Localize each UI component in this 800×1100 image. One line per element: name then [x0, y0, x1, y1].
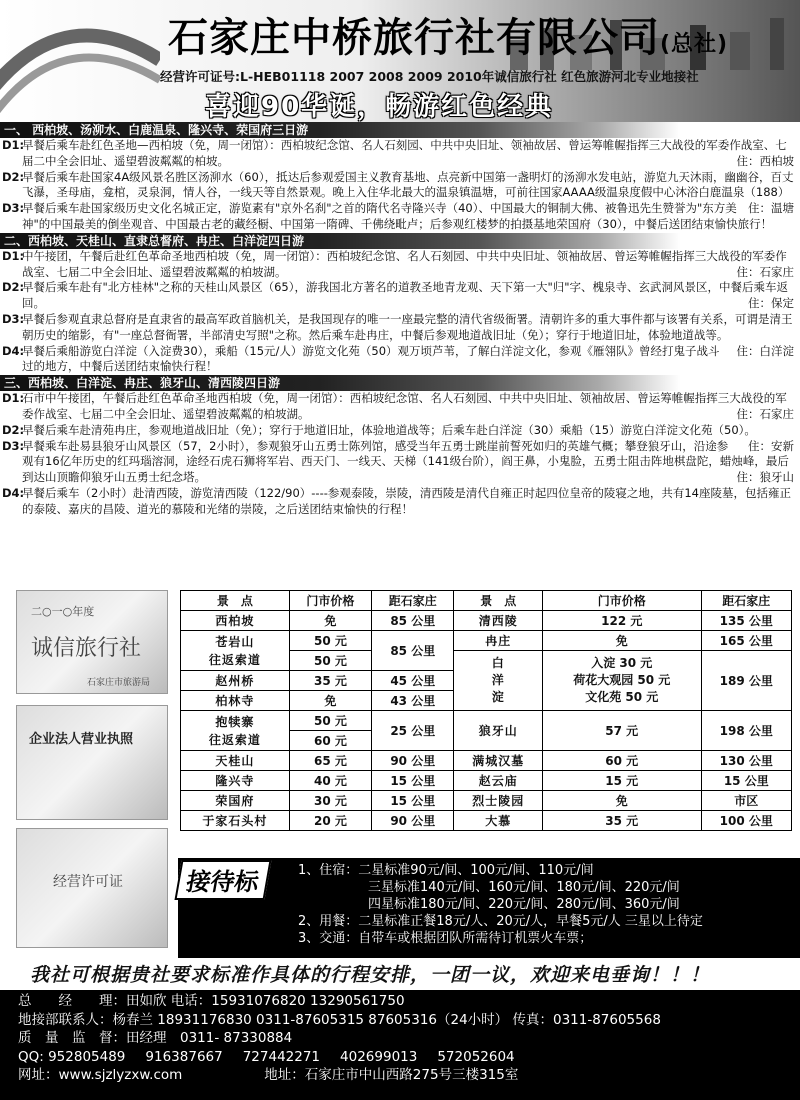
- table-cell: 15 元: [542, 771, 701, 791]
- table-cell: 15 公里: [372, 791, 454, 811]
- table-row: [181, 751, 792, 771]
- route-block: [0, 233, 800, 375]
- col-header: 门市价格: [289, 591, 371, 611]
- day-text: 早餐后乘车赴国家级历史文化名城正定，游览素有"京外名刹"之首的隋代名寺隆兴寺（40）、中国最大的铜制大佛、被鲁迅先生赞誉为"东方美神"的中国最美的倒坐观音、中国最古老的藏经橱、中国第一隋碑、千佛绕毗卢；后参观红楼梦的拍摄基地荣国府（30），中餐后送团结束愉快旅行！: [22, 201, 773, 231]
- day-label: D1:: [2, 248, 25, 263]
- table-cell: 135 公里: [701, 611, 791, 631]
- business-license-image: [16, 705, 168, 820]
- table-header-row: [181, 591, 792, 611]
- route-day: [0, 249, 800, 281]
- day-label: D1:: [2, 138, 25, 152]
- route-title: 一、 西柏坡、汤泖水、白鹿温泉、隆兴寺、荣国府三日游: [0, 122, 800, 138]
- day-text: 早餐后乘车（2小时）赴清西陵，游览清西陵（122/90）----参观泰陵，崇陵，清西陵是清代自雍正时起四位皇帝的陵寝之地，共有14座陵墓，包括雍正的泰陵、嘉庆的昌陵、道光的慕陵和光绪的崇陵，之后送团结束愉快的行程！: [22, 485, 791, 516]
- table-row: [181, 611, 792, 631]
- table-cell: 免: [542, 631, 701, 651]
- table-cell: 15 公里: [372, 771, 454, 791]
- table-cell: 15 公里: [701, 771, 791, 791]
- table-cell: 市区: [701, 791, 791, 811]
- header-banner: [0, 0, 800, 122]
- day-stay: 住：安新: [748, 438, 794, 453]
- quality-line: 质 量 监 督：田经理 0311- 87330884: [18, 1030, 293, 1046]
- table-cell: 85 公里: [372, 631, 454, 671]
- day-stay: 住：保定: [748, 296, 794, 311]
- route-block: [0, 375, 800, 517]
- table-cell: 65 元: [289, 751, 371, 771]
- day-text: 早餐后乘车赴红色圣地—西柏坡（免，周一闭馆）：西柏坡纪念馆、名人石刻园、中共中央旧址、领袖故居、曾运筹帷幄指挥三大战役的军委作战室、七届二中全会旧址、遥望碧波粼粼的柏坡。: [22, 138, 787, 168]
- table-cell: 35 元: [542, 811, 701, 831]
- day-text: 早餐后乘船游览白洋淀（入淀费30），乘船（15元/人）游览文化苑（50）观万顷芦苇，了解白洋淀文化，参观《雁翎队》曾经打鬼子战斗过的地方，中餐后送团结束愉快行程！: [22, 343, 720, 374]
- qq-number: 916387667: [145, 1048, 223, 1065]
- license-title: 企业法人营业执照: [29, 732, 134, 747]
- permit-title: 经营许可证: [53, 874, 123, 890]
- day-label: D2:: [2, 280, 25, 295]
- operating-permit-image: [16, 828, 168, 948]
- standards-line: 三星标准140元/间、160元/间、180元/间、220元/间: [368, 880, 680, 895]
- day-stay: 住：西柏坡: [736, 153, 794, 168]
- col-header: 门市价格: [542, 591, 701, 611]
- table-cell: 赵云庙: [454, 771, 543, 791]
- table-row: [181, 771, 792, 791]
- routes-section: [0, 122, 800, 518]
- table-cell: 西柏坡: [181, 611, 290, 631]
- table-cell: 130 公里: [701, 751, 791, 771]
- day-label: D3:: [2, 201, 25, 216]
- route-day: [0, 280, 800, 312]
- day-text: 早餐后乘车赴国家4A级风景名胜区汤泖水（60），抵达后参观爱国主义教育基地、点亮新中国第一盏明灯的汤泖水发电站，游览九天沐雨，幽幽谷，百丈飞瀑，圣母庙，龛棺，灵泉洞，情人谷，一线天等自然景观。晚上入住华北最大的温泉镇温塘，可前往国家AAAA级温泉度假中心沐浴白鹿温泉（188）: [22, 169, 794, 200]
- table-cell: 天桂山: [181, 751, 290, 771]
- table-cell: 20 元: [289, 811, 371, 831]
- contact-line: 地接部联系人：杨春兰 18931176830 0311-87605315 87605316（24小时） 传真：0311-87605568: [18, 1011, 661, 1028]
- table-cell: 90 公里: [372, 751, 454, 771]
- company-name: [168, 6, 728, 63]
- cert-issuer: 石家庄市旅游局: [87, 678, 151, 688]
- table-cell: 狼牙山: [454, 711, 543, 751]
- table-cell: 抱犊寨 往返索道: [181, 711, 290, 751]
- table-cell: 50 元: [289, 651, 371, 671]
- table-cell: 50 元: [289, 711, 371, 731]
- qq-number: QQ: 952805489: [18, 1048, 126, 1065]
- table-cell: 60 元: [542, 751, 701, 771]
- table-cell: 60 元: [289, 731, 371, 751]
- standards-line: 1、住宿：二星标准90元/间、100元/间、110元/间: [298, 863, 594, 878]
- table-cell: 165 公里: [701, 631, 791, 651]
- table-cell: 90 公里: [372, 811, 454, 831]
- table-row: [181, 631, 792, 651]
- day-stay: 住：温塘: [748, 201, 794, 216]
- day-stay: 住：石家庄: [736, 264, 794, 279]
- col-header: 距石家庄: [701, 591, 791, 611]
- table-cell: 25 公里: [372, 711, 454, 751]
- qq-number: 572052604: [437, 1048, 515, 1065]
- day-label: D3:: [2, 311, 25, 326]
- credit-certificate-image: [16, 590, 168, 694]
- call-to-action: 我社可根据贵社要求标准作具体的行程安排，一团一议，欢迎来电垂询！！！: [30, 964, 711, 986]
- standards-badge: 接待标准: [174, 860, 271, 900]
- table-cell: 30 元: [289, 791, 371, 811]
- table-row: [181, 711, 792, 731]
- col-header: 景 点: [454, 591, 543, 611]
- slogan: 喜迎90华诞，畅游红色经典: [205, 92, 554, 122]
- table-cell: 满城汉墓: [454, 751, 543, 771]
- table-cell: 冉庄: [454, 631, 543, 651]
- day-text: 早餐后参观直隶总督府是直隶省的最高军政首脑机关，是我国现存的唯一一座最完整的清代省级衙署。清朝许多的重大事件都与该署有关系，可谓是清王朝历史的缩影，有"一座总督衙署，半部清史写照"之称。然后乘车赴冉庄，中餐后参观地道战旧址（免）；穿行于地道旧址，体验地道战等。: [22, 311, 793, 342]
- standards-line: 2、用餐：二星标准正餐18元/人、20元/人，早餐5元/人 三星以上待定: [298, 914, 703, 929]
- day-stay: 住：石家庄: [736, 406, 794, 421]
- table-cell: 赵州桥: [181, 671, 290, 691]
- day-label: D2:: [2, 422, 25, 437]
- table-cell: 35 元: [289, 671, 371, 691]
- table-cell: 白 洋 淀: [454, 651, 543, 711]
- cert-year: 二○一○年度: [31, 605, 95, 618]
- qq-number: 727442271: [242, 1048, 321, 1065]
- col-header: 距石家庄: [372, 591, 454, 611]
- address: 地址：石家庄市中山西路275号三楼315室: [264, 1067, 519, 1083]
- table-cell: 40 元: [289, 771, 371, 791]
- day-text: 早餐后乘车赴清苑冉庄，参观地道战旧址（免）；穿行于地道旧址，体验地道战等；后乘车赴白洋淀（30）乘船（15）游览白洋淀文化苑（50）。: [22, 422, 756, 437]
- table-cell: 入淀 30 元 荷花大观园 50 元 文化苑 50 元: [542, 651, 701, 711]
- table-cell: 苍岩山 往返索道: [181, 631, 290, 671]
- day-text: 中午接团，午餐后赴红色革命圣地西柏坡（免，周一闭馆）：西柏坡纪念馆、名人石刻园、中共中央旧址、领袖故居、曾运筹帷幄指挥三大战役的军委作战室、七届二中全会旧址、遥望碧波粼粼的柏坡湖。: [22, 248, 787, 279]
- route-block: [0, 122, 800, 233]
- day-label: D2:: [2, 169, 25, 184]
- route-day: [0, 138, 800, 170]
- table-row: [181, 791, 792, 811]
- license-line: 经营许可证号:L-HEB01118 2007 2008 2009 2010年诚信旅行社 红色旅游河北专业地接社: [160, 69, 699, 84]
- table-cell: 198 公里: [701, 711, 791, 751]
- table-cell: 189 公里: [701, 651, 791, 711]
- table-cell: 烈士陵园: [454, 791, 543, 811]
- route-day: [0, 486, 800, 518]
- standards-line: 四星标准180元/间、220元/间、280元/间、360元/间: [368, 897, 680, 912]
- route-day: [0, 201, 800, 233]
- route-title: 二、西柏坡、天桂山、直隶总督府、冉庄、白洋淀四日游: [0, 233, 800, 249]
- contact-footer: [0, 990, 800, 1100]
- manager-line: 总 经 理：田如欣 电话：15931076820 13290561750: [18, 993, 405, 1009]
- day-stay: 住：狼牙山: [736, 470, 794, 485]
- day-label: D4:: [2, 485, 25, 500]
- col-header: 景 点: [181, 591, 290, 611]
- table-cell: 隆兴寺: [181, 771, 290, 791]
- day-label: D3:: [2, 438, 25, 453]
- table-row: [181, 811, 792, 831]
- website-link[interactable]: 网址：www.sjzlyzxw.com: [18, 1067, 183, 1083]
- table-cell: 85 公里: [372, 611, 454, 631]
- day-text: 早餐乘车赴易县狼牙山风景区（57，2小时），参观狼牙山五勇士陈列馆，感受当年五勇士跳崖前誓死如归的英雄气概；攀登狼牙山，沿途参观有16亿年历史的红玛瑙溶洞，途经石虎石狮将军岩、西天门、一线天、天梯（141级台阶），阎王鼻，小鬼脸，五勇士阻击阵地棋盘陀，蜡烛峰，最后到达山顶瞻仰狼牙山五勇士纪念塔。: [22, 438, 789, 485]
- table-cell: 57 元: [542, 711, 701, 751]
- standards-list: [298, 862, 703, 947]
- cert-title: 诚信旅行社: [31, 636, 142, 661]
- table-cell: 清西陵: [454, 611, 543, 631]
- standards-line: 3、交通：自带车或根据团队所需待订机票火车票；: [298, 931, 593, 946]
- company-name-main: 石家庄中桥旅行社有限公司: [168, 15, 660, 61]
- table-cell: 大慕: [454, 811, 543, 831]
- table-cell: 免: [289, 691, 371, 711]
- table-cell: 柏林寺: [181, 691, 290, 711]
- table-cell: 43 公里: [372, 691, 454, 711]
- web-address-line: [18, 1066, 800, 1085]
- route-day: [0, 344, 800, 376]
- route-title: 三、西柏坡、白洋淀、冉庄、狼牙山、清西陵四日游: [0, 375, 800, 391]
- day-text: 早餐后乘车赴有"北方桂林"之称的天桂山风景区（65），游我国北方著名的道教圣地青龙观、天下第一大"归"字、槐泉寺、玄武洞风景区，中餐后乘车返回。: [22, 280, 789, 311]
- qq-number: 402699013: [340, 1048, 418, 1065]
- logo-arc-graphic: [0, 0, 160, 120]
- day-label: D1:: [2, 391, 25, 406]
- table-cell: 于家石头村: [181, 811, 290, 831]
- company-suffix: (总社): [660, 32, 729, 57]
- route-day: [0, 439, 800, 486]
- table-cell: 45 公里: [372, 671, 454, 691]
- day-stay: 住：白洋淀: [736, 343, 794, 358]
- table-cell: 免: [289, 611, 371, 631]
- price-table: [180, 590, 792, 831]
- table-cell: 50 元: [289, 631, 371, 651]
- table-cell: 荣国府: [181, 791, 290, 811]
- table-cell: 100 公里: [701, 811, 791, 831]
- day-label: D4:: [2, 343, 25, 358]
- table-cell: 免: [542, 791, 701, 811]
- day-text: 石市中午接团，午餐后赴红色革命圣地西柏坡（免，周一闭馆）：西柏坡纪念馆、名人石刻园、中共中央旧址、领袖故居、曾运筹帷幄指挥三大战役的军委作战室、七届二中全会旧址、遥望碧波粼粼的柏坡湖。: [22, 391, 787, 421]
- table-cell: 122 元: [542, 611, 701, 631]
- qq-line: [18, 1048, 800, 1067]
- route-day: [0, 391, 800, 423]
